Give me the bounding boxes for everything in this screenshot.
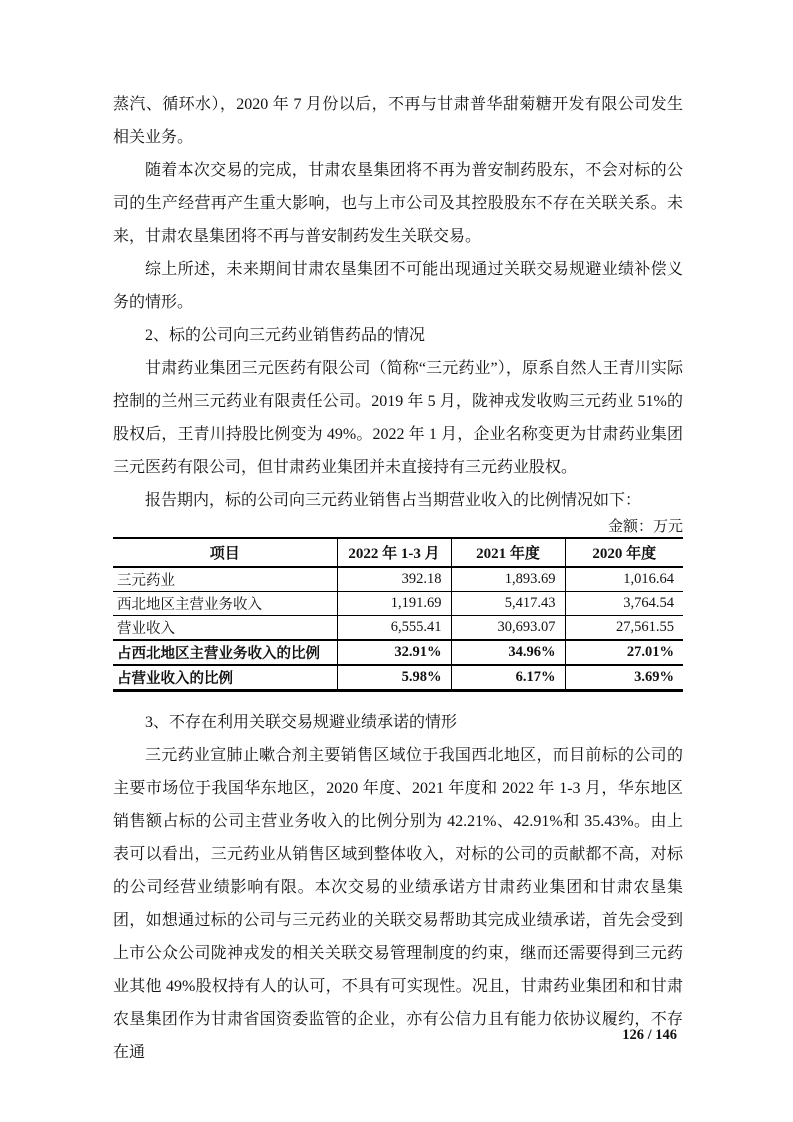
document-body <box>113 88 683 1069</box>
page-number: 126 / 146 <box>622 1027 677 1043</box>
paragraph-continuation: 蒸汽、循环水），2020 年 7 月份以后，不再与甘肃普华甜菊糖开发有限公司发生相关业务。 <box>113 96 683 146</box>
paragraph-transaction: 随着本次交易的完成，甘肃农垦集团将不再为普安制药股东，不会对标的公司的生产经营再产生重大影响，也与上市公司及其控股股东不存在关联关系。未来，甘肃农垦集团将不再与普安制药发生关联交易。 <box>113 162 683 245</box>
cell-value: 3.69% <box>565 665 683 691</box>
table-header-row <box>113 538 683 567</box>
table-header-2020: 2020 年度 <box>565 538 683 567</box>
cell-value: 6,555.41 <box>337 616 451 641</box>
row-label: 三元药业 <box>117 573 175 589</box>
row-label: 占营业收入的比例 <box>117 671 233 687</box>
section-heading-2: 2、标的公司向三元药业销售药品的情况 <box>145 327 426 344</box>
table-header-item: 项目 <box>209 546 240 562</box>
cell-value: 30,693.07 <box>451 616 565 641</box>
revenue-ratio-table <box>113 537 683 692</box>
cell-value: 3,764.54 <box>565 592 683 616</box>
section-heading-3: 3、不存在利用关联交易规避业绩承诺的情形 <box>145 714 458 731</box>
table-row <box>113 567 683 592</box>
row-label: 占西北地区主营业务收入的比例 <box>117 646 320 662</box>
cell-value: 6.17% <box>451 665 565 691</box>
table-header-2022: 2022 年 1-3 月 <box>337 538 451 567</box>
cell-value: 5,417.43 <box>451 592 565 616</box>
cell-value: 1,191.69 <box>337 592 451 616</box>
cell-value: 5.98% <box>337 665 451 691</box>
cell-value: 27,561.55 <box>565 616 683 641</box>
paragraph-sanyuan-intro: 甘肃药业集团三元医药有限公司（简称“三元药业”），原系自然人王青川实际控制的兰州三元药业有限责任公司。2019 年 5 月，陇神戎发收购三元药业 51%的股权后，王青川持股比例变为 49%。2022 年 1 月，企业名称变更为甘肃药业集团三元医药有限公司，但甘肃药业集团并未直接持有三元药业股权。 <box>113 360 683 476</box>
table-row-ratio-revenue <box>113 665 683 691</box>
row-label: 西北地区主营业务收入 <box>117 597 262 613</box>
table-row-ratio-northwest <box>113 640 683 665</box>
table-header-2021: 2021 年度 <box>451 538 565 567</box>
cell-value: 27.01% <box>565 640 683 665</box>
paragraph-summary: 综上所述，未来期间甘肃农垦集团不可能出现通过关联交易规避业绩补偿义务的情形。 <box>113 261 683 311</box>
cell-value: 32.91% <box>337 640 451 665</box>
cell-value: 392.18 <box>337 567 451 592</box>
paragraph-analysis: 三元药业宣肺止嗽合剂主要销售区域位于我国西北地区，而目前标的公司的主要市场位于我国华东地区，2020 年度、2021 年度和 2022 年 1-3 月，华东地区销售额占标的公司主营业务收入的比例分别为 42.21%、42.91%和 35.43%。由上表可以看出，三元药业从销售区域到整体收入，对标的公司的贡献都不高，对标的公司经营业绩影响有限。本次交易的业绩承诺方甘肃药业集团和甘肃农垦集团，如想通过标的公司与三元药业的关联交易帮助其完成业绩承诺，首先会受到上市公众公司陇神戎发的相关关联交易管理制度的约束，继而还需要得到三元药业其他 49%股权持有人的认可，不具有可实现性。况且，甘肃药业集团和和甘肃农垦集团作为甘肃省国资委监管的企业，亦有公信力且有能力依协议履约，不存在通 <box>113 747 683 1061</box>
cell-value: 1,893.69 <box>451 567 565 592</box>
paragraph-table-intro: 报告期内，标的公司向三元药业销售占当期营业收入的比例情况如下： <box>145 492 642 509</box>
table-row <box>113 592 683 616</box>
row-label: 营业收入 <box>117 621 175 637</box>
table-row <box>113 616 683 641</box>
cell-value: 34.96% <box>451 640 565 665</box>
cell-value: 1,016.64 <box>565 567 683 592</box>
table-unit-note: 金额：万元 <box>607 519 683 535</box>
